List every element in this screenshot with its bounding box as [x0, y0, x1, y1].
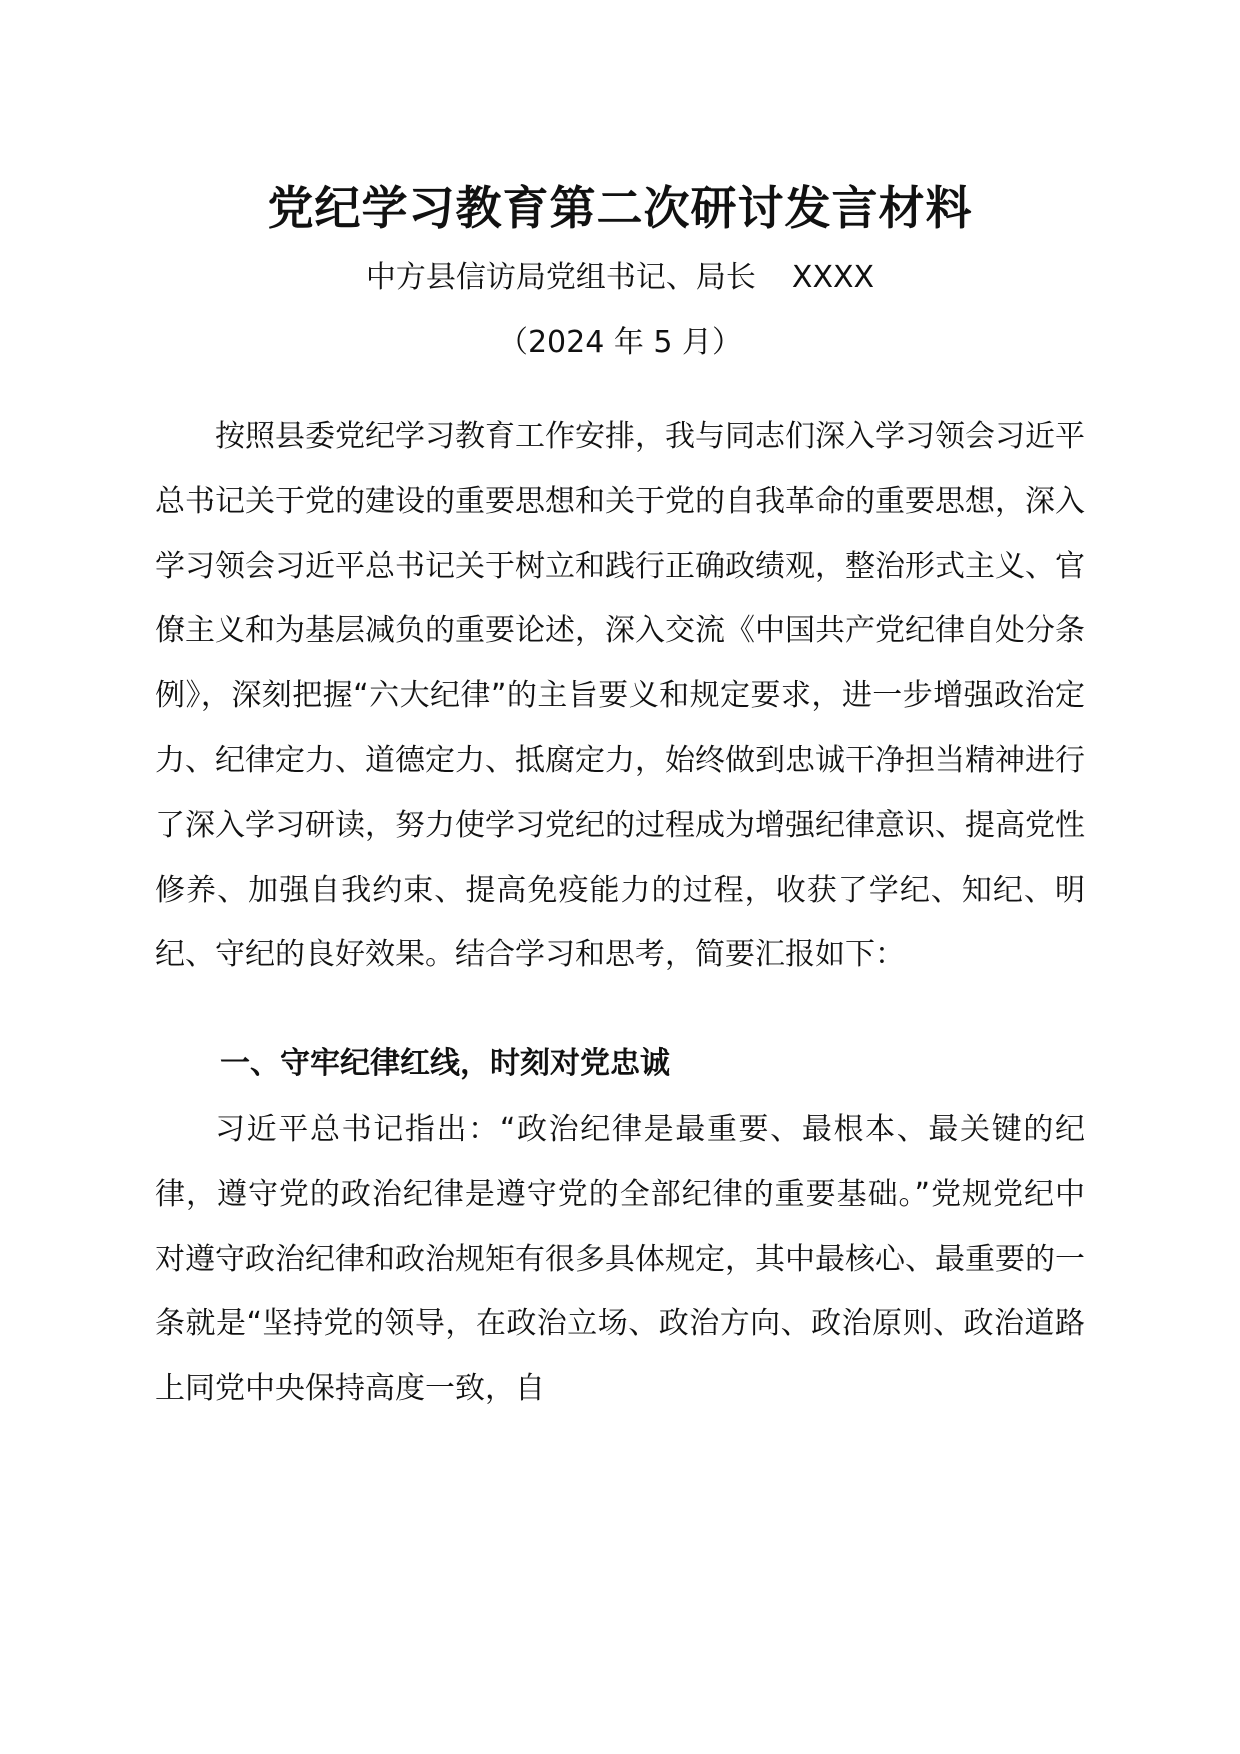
author-name: XXXX [791, 260, 875, 295]
document-date: （2024 年 5 月） [497, 325, 743, 360]
author-line [0, 256, 1240, 300]
section-1-paragraph: 习近平总书记指出：“政治纪律是最重要、最根本、最关键的纪律，遵守党的政治纪律是遵守党的全部纪律的重要基础。”党规党纪中对遵守政治纪律和政治规矩有很多具体规定，其中最核心、最重要的一条就是“坚持党的领导，在政治立场、政治方向、政治原则、政治道路上同党中央保持高度一致，自 [155, 1112, 1085, 1407]
author-position: 中方县信访局党组书记、局长 [365, 260, 756, 295]
section-heading: 一、守牢纪律红线，时刻对党忠诚 [220, 1046, 670, 1081]
document-title: 党纪学习教育第二次研讨发言材料 [267, 181, 973, 235]
intro-paragraph: 按照县委党纪学习教育工作安排，我与同志们深入学习领会习近平总书记关于党的建设的重要思想和关于党的自我革命的重要思想，深入学习领会习近平总书记关于树立和践行正确政绩观，整治形式主义、官僚主义和为基层减负的重要论述，深入交流《中国共产党纪律自处分条例》，深刻把握“六大纪律”的主旨要义和规定要求，进一步增强政治定力、纪律定力、道德定力、抵腐定力，始终做到忠诚干净担当精神进行了深入学习研读，努力使学习党纪的过程成为增强纪律意识、提高党性修养、加强自我约束、提高免疫能力的过程，收获了学纪、知纪、明纪、守纪的良好效果。结合学习和思考，简要汇报如下： [155, 419, 1085, 973]
